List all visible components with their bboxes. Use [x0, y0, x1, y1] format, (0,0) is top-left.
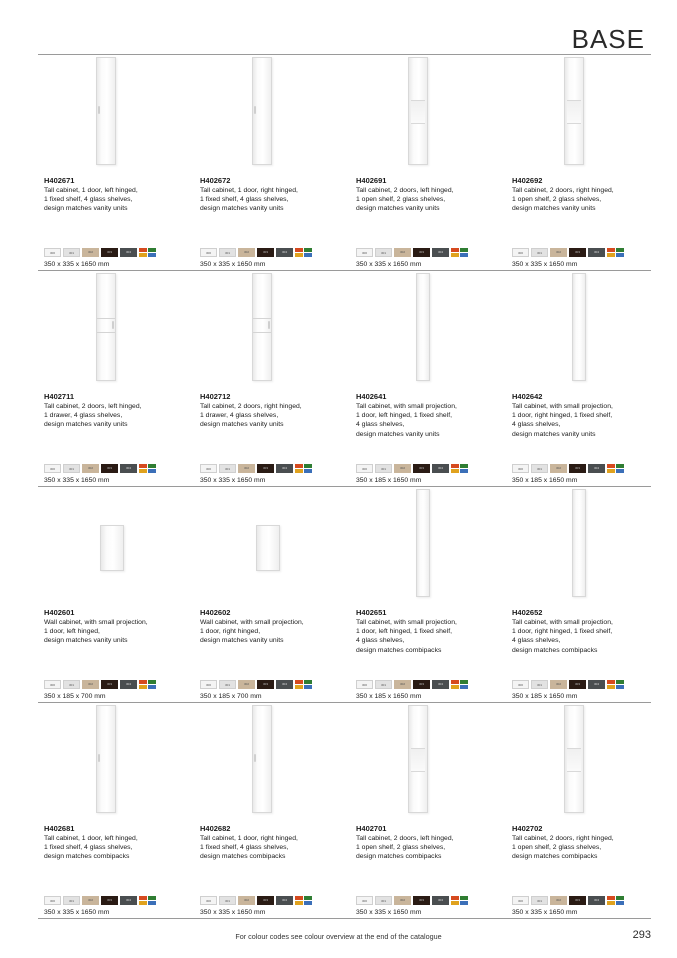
product-code: H402602 — [200, 608, 231, 617]
description-line: Tall cabinet, 2 doors, right hinged, — [512, 835, 614, 842]
colour-swatch: 302 — [82, 464, 99, 473]
product-card — [38, 487, 188, 702]
colour-swatch: 304 — [120, 896, 137, 905]
colour-swatch: 300 — [200, 680, 217, 689]
cabinet-illustration — [572, 273, 586, 381]
product-code: H402642 — [512, 392, 543, 401]
description-line: Tall cabinet, 2 doors, right hinged, — [200, 403, 302, 410]
description-line: 4 glass shelves, — [512, 637, 561, 645]
multi-colour-icon — [607, 248, 624, 257]
multi-colour-icon — [607, 680, 624, 689]
colour-swatch: 304 — [120, 248, 137, 257]
cabinet-illustration — [96, 273, 116, 381]
cabinet-illustration — [252, 273, 272, 381]
description-line: Tall cabinet, 2 doors, left hinged, — [356, 835, 454, 842]
cabinet-illustration — [572, 489, 586, 597]
colour-swatch: 304 — [432, 464, 449, 473]
footer-note: For colour codes see colour overview at the end of the catalogue — [235, 932, 442, 941]
colour-swatch: 301 — [375, 896, 392, 905]
cabinet-illustration — [252, 705, 272, 813]
colour-swatch: 301 — [219, 896, 236, 905]
cabinet-illustration — [408, 705, 428, 813]
product-dimensions: 350 x 335 x 1650 mm — [44, 261, 110, 268]
product-row — [38, 703, 651, 919]
multi-colour-icon — [451, 680, 468, 689]
product-dimensions: 350 x 335 x 1650 mm — [44, 909, 110, 916]
colour-swatches — [512, 248, 624, 257]
product-description — [512, 618, 657, 655]
description-line: design matches vanity units — [200, 205, 284, 213]
colour-swatches — [44, 464, 156, 473]
product-description — [512, 834, 657, 862]
colour-swatch: 304 — [276, 248, 293, 257]
colour-swatch: 301 — [219, 464, 236, 473]
description-line: 1 open shelf, 2 glass shelves, — [512, 196, 602, 204]
colour-swatch: 301 — [63, 248, 80, 257]
colour-swatch: 304 — [276, 680, 293, 689]
description-line: 1 door, right hinged, — [200, 628, 261, 636]
product-card — [38, 55, 188, 270]
colour-swatch: 304 — [276, 896, 293, 905]
product-grid — [38, 55, 651, 919]
product-description — [200, 834, 345, 862]
description-line: 1 door, left hinged, 1 fixed shelf, — [356, 412, 452, 420]
product-row — [38, 55, 651, 271]
colour-swatch: 303 — [569, 680, 586, 689]
colour-swatch: 301 — [219, 248, 236, 257]
colour-swatch: 302 — [238, 464, 255, 473]
colour-swatch: 302 — [238, 680, 255, 689]
colour-swatch: 300 — [512, 896, 529, 905]
colour-swatch: 301 — [531, 896, 548, 905]
colour-swatch: 304 — [588, 896, 605, 905]
product-description — [512, 186, 657, 214]
colour-swatch: 301 — [219, 680, 236, 689]
product-card — [350, 703, 500, 918]
colour-swatch: 303 — [413, 464, 430, 473]
description-line: design matches combipacks — [356, 646, 442, 654]
description-line: Tall cabinet, with small projection, — [356, 619, 457, 626]
product-dimensions: 350 x 335 x 1650 mm — [356, 909, 422, 916]
product-code: H402692 — [512, 176, 543, 185]
product-image — [38, 271, 188, 383]
colour-swatch: 300 — [512, 680, 529, 689]
multi-colour-icon — [139, 680, 156, 689]
multi-colour-icon — [139, 896, 156, 905]
product-dimensions: 350 x 185 x 1650 mm — [512, 477, 578, 484]
product-description — [44, 186, 189, 214]
description-line: design matches vanity units — [356, 430, 440, 438]
product-card — [194, 487, 344, 702]
colour-swatch: 303 — [101, 464, 118, 473]
colour-swatch: 301 — [375, 680, 392, 689]
colour-swatches — [200, 464, 312, 473]
colour-swatch: 303 — [569, 464, 586, 473]
colour-swatches — [512, 680, 624, 689]
product-code: H402652 — [512, 608, 543, 617]
product-code: H402702 — [512, 824, 543, 833]
product-code: H402701 — [356, 824, 387, 833]
multi-colour-icon — [139, 248, 156, 257]
product-code: H402651 — [356, 608, 387, 617]
product-code: H402682 — [200, 824, 231, 833]
colour-swatch: 302 — [394, 896, 411, 905]
product-dimensions: 350 x 335 x 1650 mm — [512, 909, 578, 916]
colour-swatch: 301 — [375, 248, 392, 257]
product-code: H402671 — [44, 176, 75, 185]
colour-swatch: 303 — [101, 680, 118, 689]
description-line: design matches vanity units — [512, 205, 596, 213]
product-row — [38, 271, 651, 487]
description-line: design matches vanity units — [512, 430, 596, 438]
description-line: 1 fixed shelf, 4 glass shelves, — [200, 196, 289, 204]
product-dimensions: 350 x 335 x 1650 mm — [200, 261, 266, 268]
page-number: 293 — [632, 929, 651, 941]
multi-colour-icon — [139, 464, 156, 473]
product-image — [350, 55, 500, 167]
description-line: Tall cabinet, 2 doors, left hinged, — [356, 187, 454, 194]
colour-swatch: 300 — [356, 896, 373, 905]
description-line: 1 door, left hinged, — [44, 628, 100, 636]
colour-swatch: 301 — [63, 464, 80, 473]
product-dimensions: 350 x 335 x 1650 mm — [512, 261, 578, 268]
colour-swatch: 304 — [432, 896, 449, 905]
colour-swatches — [44, 248, 156, 257]
product-card — [38, 271, 188, 486]
colour-swatch: 300 — [356, 680, 373, 689]
product-dimensions: 350 x 335 x 1650 mm — [44, 477, 110, 484]
colour-swatch: 304 — [120, 464, 137, 473]
colour-swatch: 302 — [82, 680, 99, 689]
multi-colour-icon — [451, 896, 468, 905]
product-image — [38, 55, 188, 167]
product-code: H402711 — [44, 392, 75, 401]
colour-swatches — [44, 896, 156, 905]
colour-swatch: 304 — [276, 464, 293, 473]
colour-swatch: 300 — [44, 464, 61, 473]
description-line: design matches combipacks — [512, 646, 598, 654]
description-line: design matches combipacks — [200, 853, 286, 861]
product-card — [506, 55, 656, 270]
colour-swatch: 302 — [550, 680, 567, 689]
description-line: design matches vanity units — [44, 205, 128, 213]
description-line: 1 fixed shelf, 4 glass shelves, — [44, 844, 133, 852]
colour-swatch: 304 — [432, 680, 449, 689]
product-image — [506, 487, 656, 599]
colour-swatch: 300 — [200, 896, 217, 905]
colour-swatch: 302 — [550, 248, 567, 257]
description-line: design matches vanity units — [44, 421, 128, 429]
cabinet-illustration — [416, 273, 430, 381]
colour-swatch: 302 — [550, 896, 567, 905]
product-description — [44, 402, 189, 430]
product-card — [506, 487, 656, 702]
colour-swatch: 301 — [531, 464, 548, 473]
colour-swatch: 304 — [432, 248, 449, 257]
colour-swatch: 303 — [101, 248, 118, 257]
product-image — [194, 271, 344, 383]
multi-colour-icon — [607, 896, 624, 905]
colour-swatches — [356, 896, 468, 905]
product-dimensions: 350 x 335 x 1650 mm — [356, 261, 422, 268]
colour-swatch: 304 — [588, 464, 605, 473]
colour-swatch: 303 — [413, 680, 430, 689]
colour-swatches — [200, 680, 312, 689]
product-dimensions: 350 x 335 x 1650 mm — [200, 477, 266, 484]
product-code: H402691 — [356, 176, 387, 185]
description-line: 4 glass shelves, — [356, 421, 405, 429]
product-dimensions: 350 x 185 x 1650 mm — [356, 477, 422, 484]
colour-swatch: 301 — [531, 248, 548, 257]
colour-swatches — [512, 896, 624, 905]
colour-swatch: 300 — [356, 248, 373, 257]
description-line: design matches combipacks — [44, 853, 130, 861]
description-line: Tall cabinet, 1 door, left hinged, — [44, 835, 138, 842]
colour-swatch: 300 — [200, 464, 217, 473]
colour-swatch: 300 — [512, 248, 529, 257]
colour-swatch: 302 — [550, 464, 567, 473]
colour-swatch: 303 — [413, 896, 430, 905]
product-image — [194, 703, 344, 815]
multi-colour-icon — [295, 896, 312, 905]
product-card — [194, 703, 344, 918]
colour-swatch: 302 — [82, 896, 99, 905]
product-code: H402601 — [44, 608, 75, 617]
description-line: Tall cabinet, 2 doors, left hinged, — [44, 403, 142, 410]
description-line: Tall cabinet, with small projection, — [356, 403, 457, 410]
colour-swatch: 302 — [238, 248, 255, 257]
colour-swatch: 302 — [82, 248, 99, 257]
description-line: 1 fixed shelf, 4 glass shelves, — [44, 196, 133, 204]
description-line: 1 open shelf, 2 glass shelves, — [512, 844, 602, 852]
colour-swatch: 302 — [394, 464, 411, 473]
product-code: H402641 — [356, 392, 387, 401]
product-dimensions: 350 x 185 x 1650 mm — [356, 693, 422, 700]
description-line: 1 fixed shelf, 4 glass shelves, — [200, 844, 289, 852]
colour-swatch: 303 — [257, 680, 274, 689]
description-line: Tall cabinet, with small projection, — [512, 403, 613, 410]
colour-swatch: 300 — [44, 680, 61, 689]
description-line: 1 drawer, 4 glass shelves, — [44, 412, 123, 420]
multi-colour-icon — [295, 464, 312, 473]
description-line: Wall cabinet, with small projection, — [44, 619, 148, 626]
product-description — [200, 402, 345, 430]
description-line: 1 door, left hinged, 1 fixed shelf, — [356, 628, 452, 636]
cabinet-illustration — [256, 525, 280, 571]
product-card — [350, 487, 500, 702]
description-line: Tall cabinet, with small projection, — [512, 619, 613, 626]
product-card — [506, 271, 656, 486]
product-dimensions: 350 x 185 x 700 mm — [44, 693, 106, 700]
product-code: H402681 — [44, 824, 75, 833]
product-dimensions: 350 x 185 x 1650 mm — [512, 693, 578, 700]
page-header-title: BASE — [571, 24, 645, 54]
colour-swatch: 303 — [101, 896, 118, 905]
description-line: design matches vanity units — [200, 637, 284, 645]
product-card — [194, 271, 344, 486]
colour-swatches — [512, 464, 624, 473]
colour-swatch: 303 — [569, 896, 586, 905]
colour-swatch: 302 — [394, 248, 411, 257]
product-description — [356, 618, 501, 655]
description-line: 1 drawer, 4 glass shelves, — [200, 412, 279, 420]
colour-swatches — [200, 896, 312, 905]
description-line: 1 open shelf, 2 glass shelves, — [356, 196, 446, 204]
cabinet-illustration — [416, 489, 430, 597]
description-line: 4 glass shelves, — [356, 637, 405, 645]
product-card — [350, 55, 500, 270]
product-description — [512, 402, 657, 439]
multi-colour-icon — [451, 248, 468, 257]
colour-swatches — [356, 680, 468, 689]
product-description — [356, 402, 501, 439]
description-line: design matches vanity units — [44, 637, 128, 645]
product-description — [356, 834, 501, 862]
cabinet-illustration — [408, 57, 428, 165]
description-line: Tall cabinet, 1 door, right hinged, — [200, 835, 298, 842]
product-dimensions: 350 x 335 x 1650 mm — [200, 909, 266, 916]
cabinet-illustration — [96, 705, 116, 813]
description-line: 1 door, right hinged, 1 fixed shelf, — [512, 412, 613, 420]
colour-swatches — [356, 464, 468, 473]
colour-swatch: 301 — [63, 680, 80, 689]
product-description — [356, 186, 501, 214]
product-code: H402712 — [200, 392, 231, 401]
product-image — [194, 55, 344, 167]
colour-swatch: 300 — [356, 464, 373, 473]
multi-colour-icon — [295, 248, 312, 257]
product-card — [194, 55, 344, 270]
product-description — [200, 186, 345, 214]
cabinet-illustration — [96, 57, 116, 165]
product-row — [38, 487, 651, 703]
product-image — [350, 487, 500, 599]
colour-swatch: 300 — [44, 896, 61, 905]
colour-swatch: 303 — [569, 248, 586, 257]
product-dimensions: 350 x 185 x 700 mm — [200, 693, 262, 700]
colour-swatch: 303 — [257, 464, 274, 473]
colour-swatch: 304 — [588, 248, 605, 257]
product-image — [350, 271, 500, 383]
multi-colour-icon — [607, 464, 624, 473]
description-line: 1 door, right hinged, 1 fixed shelf, — [512, 628, 613, 636]
colour-swatch: 300 — [44, 248, 61, 257]
product-description — [200, 618, 345, 646]
cabinet-illustration — [100, 525, 124, 571]
colour-swatches — [44, 680, 156, 689]
product-card — [350, 271, 500, 486]
description-line: Tall cabinet, 1 door, right hinged, — [200, 187, 298, 194]
description-line: design matches vanity units — [356, 205, 440, 213]
multi-colour-icon — [451, 464, 468, 473]
description-line: design matches combipacks — [512, 853, 598, 861]
product-image — [38, 487, 188, 599]
product-card — [38, 703, 188, 918]
cabinet-illustration — [564, 705, 584, 813]
colour-swatches — [200, 248, 312, 257]
product-image — [506, 55, 656, 167]
colour-swatch: 300 — [512, 464, 529, 473]
colour-swatch: 303 — [413, 248, 430, 257]
colour-swatch: 302 — [238, 896, 255, 905]
product-image — [194, 487, 344, 599]
colour-swatch: 303 — [257, 896, 274, 905]
description-line: Tall cabinet, 2 doors, right hinged, — [512, 187, 614, 194]
description-line: design matches vanity units — [200, 421, 284, 429]
description-line: Wall cabinet, with small projection, — [200, 619, 304, 626]
cabinet-illustration — [564, 57, 584, 165]
colour-swatch: 301 — [63, 896, 80, 905]
colour-swatch: 304 — [588, 680, 605, 689]
product-description — [44, 834, 189, 862]
description-line: design matches combipacks — [356, 853, 442, 861]
product-image — [506, 271, 656, 383]
cabinet-illustration — [252, 57, 272, 165]
product-image — [38, 703, 188, 815]
product-code: H402672 — [200, 176, 231, 185]
colour-swatch: 301 — [531, 680, 548, 689]
product-card — [506, 703, 656, 918]
description-line: Tall cabinet, 1 door, left hinged, — [44, 187, 138, 194]
colour-swatch: 302 — [394, 680, 411, 689]
colour-swatch: 300 — [200, 248, 217, 257]
description-line: 4 glass shelves, — [512, 421, 561, 429]
colour-swatch: 303 — [257, 248, 274, 257]
product-description — [44, 618, 189, 646]
description-line: 1 open shelf, 2 glass shelves, — [356, 844, 446, 852]
product-image — [506, 703, 656, 815]
colour-swatch: 301 — [375, 464, 392, 473]
colour-swatches — [356, 248, 468, 257]
multi-colour-icon — [295, 680, 312, 689]
colour-swatch: 304 — [120, 680, 137, 689]
product-image — [350, 703, 500, 815]
